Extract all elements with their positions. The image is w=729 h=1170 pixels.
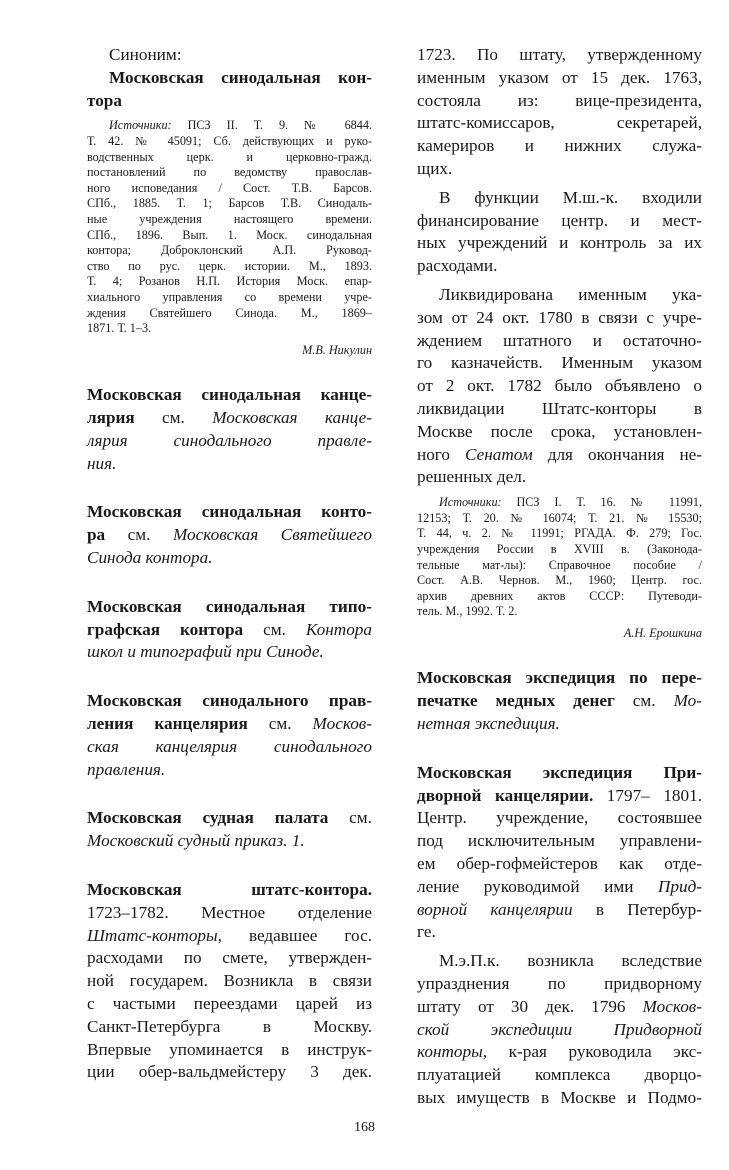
text-line: вых имуществ в Москве и Подмо- [417, 1088, 702, 1108]
see-ref: см. [614, 691, 674, 711]
entry-heading: Московская синодальная конто- [87, 502, 372, 522]
entry-text-line: Санкт-Петербурга в Москву. [87, 1016, 372, 1036]
entry-line [87, 407, 372, 430]
author-signature: А.Н. Ерошкина [623, 625, 702, 640]
entry-ekspeditsiya-pridvornoy-kantselyarii [417, 762, 702, 944]
cross-ref: Контора [305, 619, 372, 639]
entry-heading-cont: графская контора [87, 619, 244, 639]
cross-ref-line: ния. [87, 453, 117, 473]
synonym-label: Синоним: [109, 45, 182, 64]
sources-line-text: ПСЗ II. Т. 9. № 6844. [171, 118, 372, 133]
entry-line [87, 619, 372, 642]
sources-line: постановлений по ведомству православ- [87, 165, 372, 180]
entry-heading: Московская синодального прав- [87, 691, 372, 711]
text-line: решенных дел. [417, 467, 527, 487]
entry-text-line: ции обер-вальдмейстеру 3 дек. [87, 1062, 372, 1082]
sources-line: Т. 4; Розанов Н.П. История Моск. епар- [87, 274, 372, 289]
entry-line [417, 690, 702, 713]
entry-heading: Московская синодальная канце- [87, 385, 372, 405]
sources-line: 12153; Т. 20. № 16074; Т. 21. № 15530; [417, 510, 702, 525]
see-ref: см. [105, 525, 173, 545]
cross-ref-line: лярия синодального правле- [87, 430, 372, 450]
cross-ref-line: школ и типографий при Синоде. [87, 642, 324, 662]
sources-line: Источники: ПСЗ II. Т. 9. № 6844. [109, 118, 372, 133]
entry-heading: Московская синодальная типо- [87, 596, 372, 616]
entry-heading: Московская штатс-контора. [87, 880, 372, 900]
cross-ref-line: ской экспедиции Придворной [417, 1019, 702, 1039]
text-line: Центр. учреждение, состоявшее [417, 808, 702, 828]
text: ного [417, 444, 466, 464]
entry-ekspeditsiya-mednykh-deneg [417, 667, 702, 735]
sources-line: Т. 42. № 45091; Сб. действующих и руко- [87, 133, 372, 148]
cross-ref-line: Синода контора. [87, 548, 213, 568]
entry-text-line: с частыми переездами царей из [87, 994, 372, 1014]
text-line [417, 1041, 702, 1064]
entry-sinodalnaya-kantselyariya [87, 384, 372, 475]
cross-ref-line: нетная экспедиция. [417, 714, 560, 734]
entry-heading: Московская экспедиция по пере- [417, 668, 702, 688]
sources-line-text: ПСЗ I. Т. 16. № 11991, [501, 495, 702, 510]
text-line: ге. [417, 922, 436, 942]
sources-block-2 [417, 495, 702, 641]
text-line: зом от 24 окт. 1780 в связи с учре- [417, 307, 702, 327]
text-line: ликвидации Штатс-конторы в [417, 398, 702, 418]
sources-line: контора; Доброклонский А.П. Руковод- [87, 243, 372, 258]
text-line: ных учреждений и контроль за их [417, 233, 702, 253]
entry-line [417, 785, 702, 808]
entry-heading-cont: дворной канцелярии. [417, 785, 594, 805]
entry-heading-cont: печатке медных денег [417, 691, 615, 711]
entry-heading-cont: лярия [87, 408, 135, 428]
text-line: го казначейств. Именным указом [417, 353, 702, 373]
text-line: финансирование центр. и мест- [417, 210, 702, 230]
cross-ref-line: ская канцелярия синодального [87, 736, 372, 756]
sources-line: ждения Святейшего Синода. М., 1869– [87, 305, 372, 320]
text-line: плуатацией комплекса дворцо- [417, 1065, 702, 1085]
entry-sinodalnaya-tipografskaya-kontora [87, 596, 372, 664]
sources-line: Сост. А.В. Чернов. М., 1960; Центр. гос. [417, 573, 702, 588]
page-number: 168 [354, 1120, 375, 1135]
entry-text-line: Впервые упоминается в инструк- [87, 1039, 372, 1059]
sources-line: тельные мат-лы): Справочное пособие / [417, 557, 702, 572]
entry-heading-cont: ления канцелярия [87, 714, 248, 734]
sources-line: ного исповедания / Сост. Т.В. Барсов. [87, 180, 372, 195]
sources-line: тель. М., 1992. Т. 2. [417, 604, 518, 619]
sources-line: Источники: ПСЗ I. Т. 16. № 11991, [439, 495, 702, 510]
sources-line: ство по рус. церк. истории. М., 1893. [87, 258, 372, 273]
text-line: камериров и нижних служа- [417, 136, 702, 156]
entry-text-line: 1723–1782. Местное отделение [87, 902, 372, 922]
see-ref: см. [243, 619, 306, 639]
entry-sudnaya-palata [87, 807, 372, 853]
cross-ref: Московская Святейшего [172, 525, 372, 545]
sources-line: 1871. Т. 1–3. [87, 321, 152, 336]
sources-line: СПб., 1896. Вып. 1. Моск. синодальная [87, 227, 372, 242]
entry-text: ведавшее гос. [221, 925, 372, 945]
author-signature: М.В. Никулин [302, 342, 372, 357]
paragraph-vozniknovenie [417, 950, 702, 1110]
cross-ref: Москов- [642, 996, 702, 1016]
entry-line [87, 713, 372, 736]
see-ref: см. [134, 408, 213, 428]
paragraph-shtat [417, 44, 702, 181]
entry-shtats-kontora [87, 879, 372, 1084]
synonym-term-cont: тора [87, 90, 122, 110]
paragraph-funktsii [417, 187, 702, 278]
entry-heading: Московская судная палата [87, 808, 329, 828]
sources-line: учреждения России в XVIII в. (Законода- [417, 541, 702, 556]
sources-line: СПб., 1885. Т. 1; Барсов Т.В. Синодаль- [87, 196, 372, 211]
text-line: штатс-комиссаров, секретарей, [417, 113, 702, 133]
text-line: от 2 окт. 1782 было объявлено о [417, 376, 702, 396]
sources-line: хиального управления со времени учре- [87, 289, 372, 304]
text-line [417, 444, 702, 467]
sources-line: архив древних актов СССР: Путеводи- [417, 588, 702, 603]
cross-ref: Штатс-конторы, [87, 925, 222, 945]
text: к-рая руководила экс- [487, 1042, 702, 1062]
entry-dates: 1797– 1801. [593, 785, 703, 805]
text-line: ем обер-гофмейстеров как отде- [417, 854, 702, 874]
cross-ref: конторы, [417, 1042, 488, 1062]
text-line [417, 996, 702, 1019]
text-line: В функции М.ш.-к. входили [439, 187, 702, 207]
entry-line [87, 807, 372, 830]
see-ref: см. [247, 714, 313, 734]
cross-ref-line: правления. [87, 759, 166, 779]
right-column [417, 44, 702, 1110]
text: ление руководимой ими [417, 876, 658, 896]
cross-ref-line: Московский судный приказ. 1. [87, 831, 305, 851]
text-line: расходами. [417, 256, 498, 276]
see-ref: см. [328, 808, 372, 828]
cross-ref: Московская канце- [212, 408, 372, 428]
text-line: именным указом от 15 дек. 1763, [417, 67, 702, 87]
cross-ref: ворной канцелярии [417, 899, 573, 919]
cross-ref: Москов- [312, 714, 372, 734]
text-line: 1723. По штату, утвержденному [417, 45, 702, 64]
sources-line: Т. 44, ч. 2. № 11991; РГАДА. Ф. 279; Гос. [417, 526, 702, 541]
text-line: щих. [417, 158, 453, 178]
entry-line [87, 524, 372, 547]
text-line: ждением штатного и остаточно- [417, 330, 702, 350]
text-line: Москве после срока, установлен- [417, 421, 702, 441]
entry-text-line: расходами по смете, утвержден- [87, 948, 372, 968]
sources-block-1 [87, 118, 372, 358]
entry-sinodalnaya-kontora [87, 501, 372, 569]
cross-ref: Сенатом [465, 444, 533, 464]
cross-ref: Мо- [673, 691, 702, 711]
synonym-term: Московская синодальная кон- [109, 67, 372, 87]
paragraph-likvidatsiya [417, 284, 702, 489]
entry-heading-cont: ра [87, 525, 106, 545]
sources-line: водственных церк. и церковно-гражд. [87, 149, 372, 164]
text-line: М.э.П.к. возникла вследствие [439, 951, 702, 971]
text-line: упразднения по придворному [417, 974, 702, 994]
text: в Петербур- [572, 899, 702, 919]
entry-text-line [87, 925, 372, 948]
text-line [417, 899, 702, 922]
sources-line: ные учреждения настоящего времени. [87, 211, 372, 226]
text-line: состояла из: вице-президента, [417, 90, 702, 110]
text: штату от 30 дек. 1796 [417, 996, 643, 1016]
entry-sinodalnogo-pravleniya-kantselyariya [87, 690, 372, 781]
text-line: Ликвидирована именным ука- [439, 284, 702, 304]
cross-ref: Прид- [657, 876, 702, 896]
entry-heading: Московская экспедиция При- [417, 762, 702, 782]
text-line [417, 876, 702, 899]
left-column [87, 44, 372, 1084]
text-line: под исключительным управлени- [417, 831, 702, 851]
entry-text-line: ной государем. Возникла в связи [87, 971, 372, 991]
text: для окончания не- [532, 444, 702, 464]
